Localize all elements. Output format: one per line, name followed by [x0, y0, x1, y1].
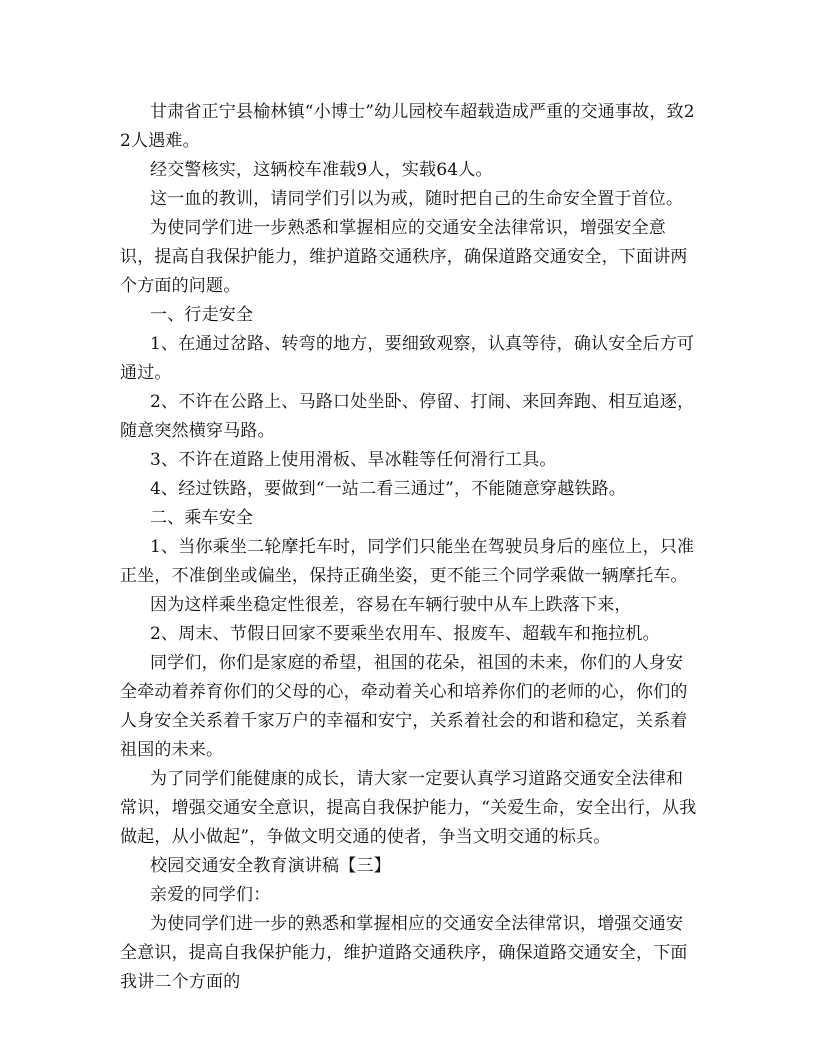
speech-introduction-truncated: 为使同学们进一步的熟悉和掌握相应的交通安全法律常识，增强交通安全意识，提高自我保护能力，维护道路交通秩序，确保道路交通安全，下面我讲二个方面的 [120, 914, 688, 992]
paragraph-police-verification: 经交警核实，这辆校车准载9人，实载64人。 [150, 160, 493, 180]
paragraph-accident-summary: 甘肃省正宁县榆林镇“小博士”幼儿园校车超载造成严重的交通事故，致22人遇难。 [120, 102, 695, 151]
speech-greeting: 亲爱的同学们： [150, 885, 271, 905]
section-heading-walking-safety: 一、行走安全 [150, 305, 254, 325]
walking-rule-4: 4、经过铁路，要做到“一站二看三通过”，不能随意穿越铁路。 [150, 479, 626, 499]
paragraph-introduction: 为使同学们进一步熟悉和掌握相应的交通安全法律常识，增强安全意识，提高自我保护能力，维护道路交通秩序，确保道路交通安全，下面讲两个方面的问题。 [120, 218, 688, 296]
riding-rule-2: 2、周末、节假日回家不要乘坐农用车、报废车、超载车和拖拉机。 [150, 624, 660, 644]
paragraph-lesson: 这一血的教训，请同学们引以为戒，随时把自己的生命安全置于首位。 [150, 189, 684, 209]
riding-rule-1: 1、当你乘坐二轮摩托车时，同学们只能坐在驾驶员身后的座位上，只准正坐，不准倒坐或偏坐，保持正确坐姿，更不能三个同学乘做一辆摩托车。 [120, 537, 695, 586]
walking-rule-1: 1、在通过岔路、转弯的地方，要细致观察，认真等待，确认安全后方可通过。 [120, 334, 695, 383]
paragraph-call-to-action: 为了同学们能健康的成长，请大家一定要认真学习道路交通安全法律和常识，增强交通安全意识，提高自我保护能力，“关爱生命，安全出行，从我做起，从小做起”，争做文明交通的使者，争当文明交通的标兵。 [120, 769, 697, 847]
walking-rule-2: 2、不许在公路上、马路口处坐卧、停留、打闹、来回奔跑、相互追逐，随意突然横穿马路。 [120, 392, 695, 441]
walking-rule-3: 3、不许在道路上使用滑板、旱冰鞋等任何滑行工具。 [150, 450, 557, 470]
riding-rule-explanation: 因为这样乘坐稳定性很差，容易在车辆行驶中从车上跌落下来， [150, 595, 632, 615]
document-body [120, 98, 698, 992]
paragraph-family-hope: 同学们，你们是家庭的希望，祖国的花朵，祖国的未来，你们的人身安全牵动着养育你们的父母的心，牵动着关心和培养你们的老师的心，你们的人身安全关系着千家万户的幸福和安宁，关系着社会的和谐和稳定，关系着祖国的未来。 [120, 653, 688, 760]
section-heading-riding-safety: 二、乘车安全 [150, 508, 254, 528]
speech-title-three: 校园交通安全教育演讲稿【三】 [150, 856, 391, 876]
